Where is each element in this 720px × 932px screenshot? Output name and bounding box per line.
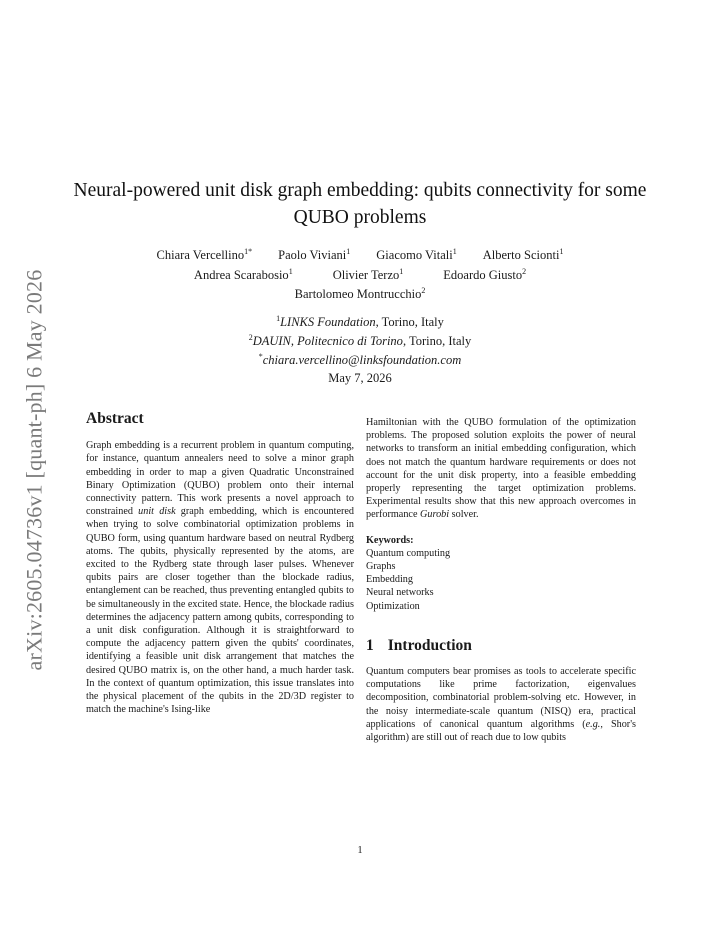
affiliations <box>70 311 650 368</box>
author: Edoardo Giusto$^2$ <box>443 266 527 282</box>
keyword-item: Neural networks <box>366 587 434 599</box>
affiliation-2: $^2$DAUIN, Politecnico di Torino, Torino, Italy <box>248 333 472 349</box>
author: Bartolomeo Montrucchio$^2$ <box>294 286 426 302</box>
author-row <box>70 264 650 284</box>
author-list <box>70 244 650 303</box>
author: Giacomo Vitali$^1$ <box>376 247 457 263</box>
introduction-heading: 1 Introduction <box>366 636 472 654</box>
page-number: 1 <box>357 845 363 856</box>
corresponding-email[interactable]: *chiara.vercellino@linksfoundation.com <box>258 352 462 368</box>
abstract-text-part1: Graph embedding is a recurrent problem in quantum computing, for instance, quantum annealers need to solve a minor graph embedding in order to map a given Quadratic Unconstrained Binary Optimization (QUBO) problem onto their internal connectivity pattern. This work presents a novel approach to constrained unit disk graph embedding, which is encountered when trying to solve combinatorial optimization problems in QUBO form, using quantum hardware based on neutral Rydberg atoms. The qubits, physically represented by the atoms, are excited to the Rydberg state through laser pulses. Whenever qubits pairs are closer together than the blockade radius, entanglement can be reached, thus preventing entangled qubits to be simultaneously in the excited state. Hence, the blockade radius determines the adjacency pattern among qubits, corresponding to a unit disk configuration. Although it is straightforward to compute the adjacency pattern given the qubits' coordinates, identifying a feasible unit disk arrangement that matches the desired QUBO matrix is, on the other hand, a much harder task. In the context of quantum optimization, this issue translates into the physical placement of the qubits in the 2D/3D register to match the machine's Ising-like <box>86 440 355 716</box>
keywords-block <box>366 534 636 613</box>
author: Olivier Terzo$^1$ <box>332 266 404 282</box>
abstract-heading: Abstract <box>86 410 144 427</box>
author: Paolo Viviani$^1$ <box>278 247 351 263</box>
author: Andrea Scarabosio$^1$ <box>193 266 293 282</box>
author-row <box>70 283 650 303</box>
affiliation-1: $^1$LINKS Foundation, Torino, Italy <box>276 314 444 330</box>
arxiv-identifier[interactable]: arXiv:2605.04736v1 [quant-ph] 6 May 2026 <box>21 269 47 671</box>
keyword-item: Embedding <box>366 574 413 586</box>
author-row <box>70 244 650 264</box>
keyword-item: Optimization <box>366 600 420 612</box>
author: Chiara Vercellino$^{1*}$ <box>156 247 253 263</box>
keyword-item: Quantum computing <box>366 547 451 559</box>
right-column <box>366 416 636 744</box>
paper-date: May 7, 2026 <box>328 371 392 385</box>
section-number: 1 <box>366 636 374 654</box>
abstract-text-part2: Hamiltonian with the QUBO formulation of the optimization problems. The proposed solution exploits the power of neural networks to transform an initial embedding configuration, which does not match the quantum hardware requirements or does not account for the unit disk property, into a feasible embedding properly representing the target optimization problems. Experimental results show that this new approach overcomes in performance Gurobi solver. <box>366 417 636 521</box>
paper-title: Neural-powered unit disk graph embedding: qubits connectivity for some QUBO problems <box>73 180 647 228</box>
arxiv-sidebar-stamp <box>16 250 52 690</box>
author: Alberto Scionti$^1$ <box>482 247 564 263</box>
keyword-item: Graphs <box>366 561 396 573</box>
introduction-text: Quantum computers bear promises as tools to accelerate specific computations like prime factorization, eigenvalues decomposition, combinatorial problem-solving etc. However, in the noisy intermediate-scale quantum (NISQ) era, practical applications of canonical quantum algorithms (e.g., Shor's algorithm) are still out of reach due to low qubits <box>366 666 636 744</box>
left-column <box>86 412 354 716</box>
keywords-label: Keywords: <box>366 534 414 546</box>
